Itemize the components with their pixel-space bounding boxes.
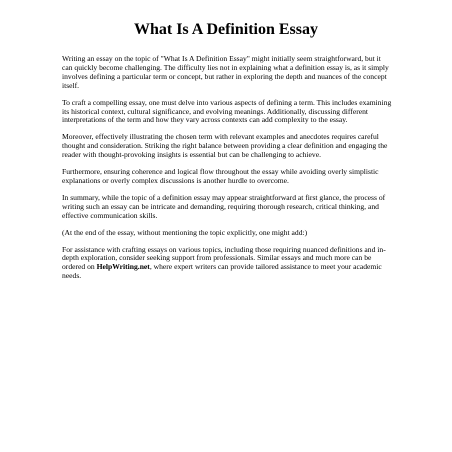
- paragraph-coherence: Furthermore, ensuring coherence and logical flow throughout the essay while avoiding overly simplistic explanations or overly complex discussions is another hurdle to overcome.: [62, 167, 379, 185]
- brand-link[interactable]: HelpWriting.net: [96, 262, 150, 272]
- closing-text-before: For assistance with crafting essays on various topics, including those requiring nuanced definitions and in-depth exploration, consider seeking support from professionals. Similar essays and much more can be ordered on: [62, 244, 386, 272]
- paragraph-examples: Moreover, effectively illustrating the chosen term with relevant examples and anecdotes requires careful thought and consideration. Striking the right balance between providing a clear definition and engaging the reader with thought-provoking insights is essential but can be challenging to achieve.: [62, 132, 388, 160]
- paragraph-closing: [62, 246, 392, 282]
- paragraph-summary: In summary, while the topic of a definition essay may appear straightforward at first glance, the process of writing such an essay can be intricate and demanding, requiring thorough research, critical thinking, and effective communication skills.: [62, 192, 386, 220]
- closing-text-after: , where expert writers can provide tailored assistance to meet your academic needs.: [62, 262, 382, 281]
- paragraph-note: (At the end of the essay, without mentioning the topic explicitly, one might add:): [62, 227, 308, 237]
- page-title: What Is A Definition Essay: [133, 21, 319, 38]
- essay-body: [62, 55, 392, 281]
- paragraph-aspects: To craft a compelling essay, one must delve into various aspects of defining a term. This includes examining its historical context, cultural significance, and evolving meanings. Additionally, discussing different interpretations of the term and how they vary across contexts can add complexity to the essay.: [62, 97, 392, 125]
- paragraph-intro: Writing an essay on the topic of "What Is A Definition Essay" might initially seem straightforward, but it can quickly become challenging. The difficulty lies not in explaining what a definition essay is, as it simply involves defining a particular term or concept, but rather in exploring the depth and nuances of the concept itself.: [62, 54, 389, 90]
